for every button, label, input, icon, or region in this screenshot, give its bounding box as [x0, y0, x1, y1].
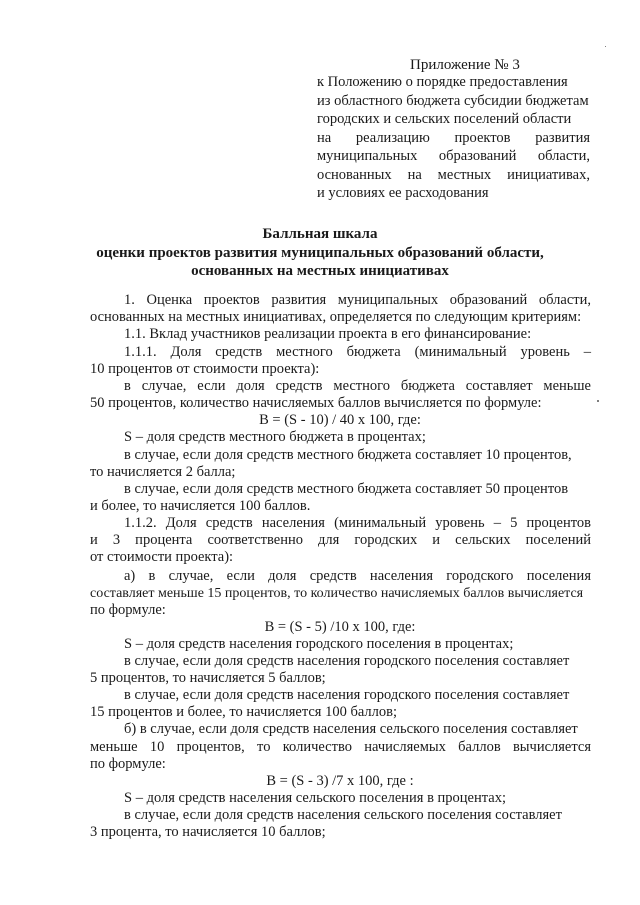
body-line: 1. Оценка проектов развития муниципальных образований области, — [124, 292, 591, 308]
body-line: 1.1.2. Доля средств населения (минимальный уровень – 5 процентов — [124, 515, 591, 531]
body-line: меньше 10 процентов, то количество начисляемых баллов вычисляется — [90, 739, 591, 755]
formula-line: В = (S - 10) / 40 х 100, где: — [259, 412, 421, 428]
appendix-reference-line: к Положению о порядке предоставления — [317, 74, 568, 90]
body-line: в случае, если доля средств местного бюджета составляет 10 процентов, — [124, 447, 572, 463]
title-line: основанных на местных инициативах — [191, 263, 449, 279]
body-line: 15 процентов и более, то начисляется 100 баллов; — [90, 704, 398, 720]
body-line: S – доля средств населения сельского поселения в процентах; — [124, 790, 506, 806]
body-line: от стоимости проекта): — [90, 549, 234, 565]
body-line: то начисляется 2 балла; — [90, 464, 236, 480]
body-line: S – доля средств населения городского поселения в процентах; — [124, 636, 514, 652]
body-line: 1.1.1. Доля средств местного бюджета (минимальный уровень – — [124, 344, 591, 360]
body-line: 3 процента, то начисляется 10 баллов; — [90, 824, 326, 840]
body-line: 50 процентов, количество начисляемых баллов вычисляется по формуле: — [90, 395, 542, 411]
body-line: 1.1. Вклад участников реализации проекта в его финансирование: — [124, 326, 532, 342]
scan-speck — [597, 400, 599, 402]
body-line: в случае, если доля средств населения городского поселения составляет — [124, 687, 570, 703]
body-line: основанных на местных инициативах, определяется по следующим критериям: — [90, 309, 582, 325]
body-line: по формуле: — [90, 602, 166, 618]
body-line: по формуле: — [90, 756, 166, 772]
body-line: в случае, если доля средств местного бюджета составляет меньше — [124, 378, 591, 394]
body-line: а) в случае, если доля средств населения городского поселения — [124, 568, 591, 584]
body-line: 5 процентов, то начисляется 5 баллов; — [90, 670, 326, 686]
body-line: и 3 процента соответственно для городских и сельских поселений — [90, 532, 591, 548]
formula-line: В = (S - 5) /10 х 100, где: — [264, 619, 416, 635]
appendix-reference-line: муниципальных образований области, — [317, 148, 590, 164]
appendix-title: Приложение № 3 — [410, 57, 520, 73]
body-line: и более, то начисляется 100 баллов. — [90, 498, 311, 514]
body-line: в случае, если доля средств населения городского поселения составляет — [124, 653, 570, 669]
scan-speck — [605, 46, 606, 47]
appendix-reference-line: и условиях ее расходования — [317, 185, 489, 201]
body-line: б) в случае, если доля средств населения сельского поселения составляет — [124, 721, 578, 737]
appendix-reference-line: основанных на местных инициативах, — [317, 166, 590, 183]
body-line: составляет меньше 15 процентов, то количество начисляемых баллов вычисляется — [90, 586, 584, 601]
body-line: S – доля средств местного бюджета в процентах; — [124, 429, 426, 445]
appendix-reference-line: из областного бюджета субсидии бюджетам — [317, 92, 589, 109]
appendix-reference-line: городских и сельских поселений области — [317, 111, 572, 127]
appendix-reference-line: на реализацию проектов развития — [317, 129, 590, 146]
formula-line: В = (S - 3) /7 х 100, где : — [266, 773, 414, 789]
title-line: Балльная шкала — [262, 226, 378, 242]
title-line: оценки проектов развития муниципальных образований области, — [96, 244, 544, 261]
body-line: в случае, если доля средств местного бюджета составляет 50 процентов — [124, 481, 569, 497]
appendix-reference — [317, 73, 590, 203]
body-line: в случае, если доля средств населения сельского поселения составляет — [124, 807, 562, 823]
document-title — [0, 225, 640, 281]
body-line: 10 процентов от стоимости проекта): — [90, 361, 320, 377]
